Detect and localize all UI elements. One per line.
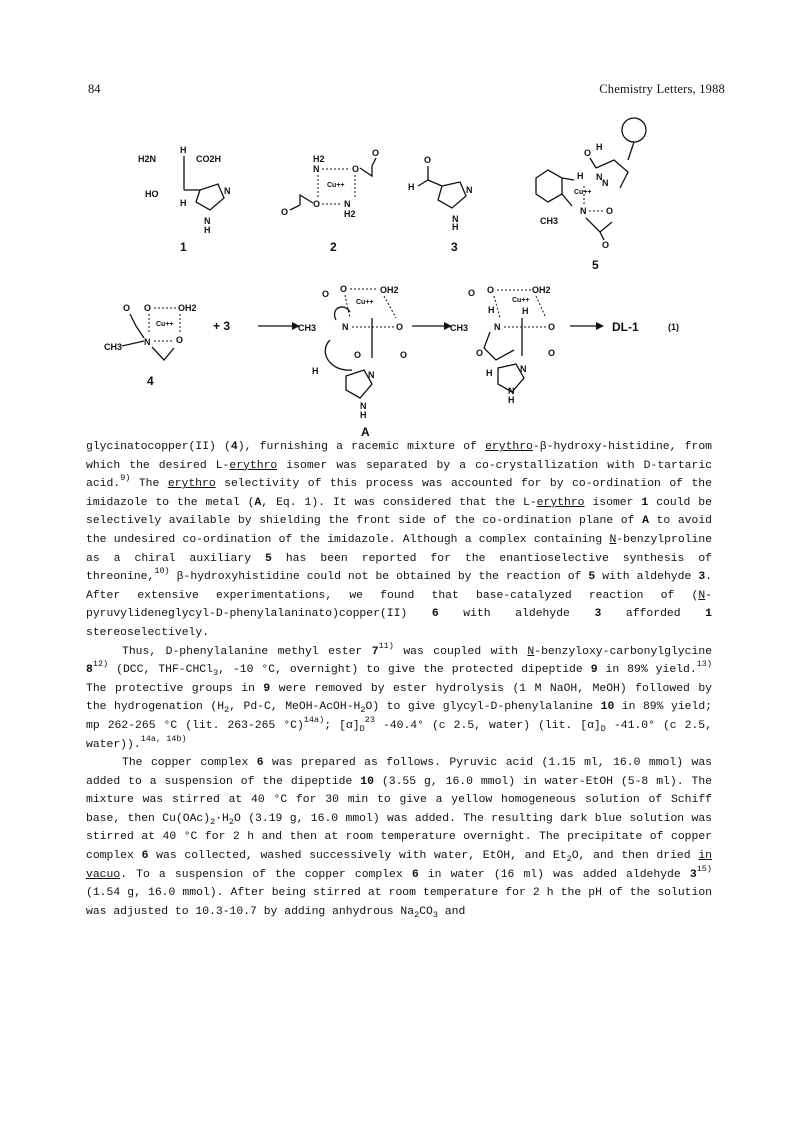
intermediate-a-structure [298, 284, 407, 439]
atom-h: H [312, 366, 319, 376]
atom-n: N [144, 337, 151, 347]
atom-o: O [313, 199, 321, 209]
paragraph: glycinatocopper(II) (4), furnishing a racemic mixture of erythro-β-hydroxy-histidine, from which the desired L-erythro isomer was separated by a co-crystallization with D-tartaric acid.$^{9)}$ The erythro selectivity of this process was accounted for by co-ordination of the imidazole to the metal (A, Eq. 1). It was considered that the L-erythro isomer 1 could be selectively available by shielding the front side of the co-ordination plane of A to avoid the undesired co-ordination of the imidazole. Although a complex containing N-benzylproline as a chiral auxiliary 5 has been reported for the enantioselective synthesis of threonine,$^{10)}$ β-hydroxyhistidine could not be obtained by the reaction of 5 with aldehyde 3. After extensive experimentations, we found that base-catalyzed reaction of (N-pyruvylideneglycyl-D-phenylalaninato)copper(II) 6 with aldehyde 3 afforded 1 stereoselectively. [86, 441, 713, 639]
atom-co2h: CO2H [196, 154, 222, 164]
atom-n: N [342, 322, 349, 332]
compound-label-3: 3 [451, 240, 458, 254]
copper-ion: Cu++ [327, 182, 345, 189]
atom-oh2: OH2 [178, 303, 197, 313]
atom-n: N [368, 370, 375, 380]
atom-n: N [508, 386, 515, 396]
atom-o: O [548, 348, 556, 358]
atom-n: N [344, 199, 351, 209]
compound-2-structure [281, 148, 379, 254]
atom-o: O [548, 322, 556, 332]
atom-ch3: CH3 [540, 216, 559, 226]
atom-oh2: OH2 [380, 285, 399, 295]
atom-o: O [322, 289, 330, 299]
atom-ch3: CH3 [104, 342, 123, 352]
atom-oh2: OH2 [532, 285, 551, 295]
atom-n: N [580, 206, 587, 216]
copper-ion: Cu++ [156, 321, 174, 328]
atom-h: H [408, 182, 415, 192]
atom-h2n: H2N [138, 154, 157, 164]
atom-o: O [468, 288, 476, 298]
body-text [86, 438, 712, 921]
intermediate-structure [450, 285, 555, 405]
atom-o: O [281, 207, 289, 217]
compound-5-structure [536, 118, 646, 272]
intermediate-label-a: A [361, 425, 370, 439]
copper-ion: Cu++ [356, 299, 374, 306]
atom-o: O [340, 284, 348, 294]
atom-n: N [360, 401, 367, 411]
paragraph: Thus, D-phenylalanine methyl ester 7$^{11)}$ was coupled with N-benzyloxy-carbonylglycine 8$^{12)}$ (DCC, THF-CHCl$_3$, -10 °C, overnight) to give the protected dipeptide 9 in 89% yield.$^{13)}$ The protective groups in 9 were removed by ester hydrolysis (1 M NaOH, MeOH) followed by the hydrogenation ($H_2$, Pd-C, MeOH-$AcOH-H_2O$) to give glycyl-D-phenylalanine 10 in 89% yield; mp 262-265 °C (lit. 263-265 °C)$^{14a)}$; $[\alpha]_D^{23}$ -40.4° (c 2.5, water) (lit. $[\alpha]_D$ -41.0° (c 2.5, water)).$^{14a, 14b)}$ [86, 640, 712, 751]
atom-o: O [424, 155, 432, 165]
atom-o: O [400, 350, 408, 360]
atom-n: N [602, 178, 609, 188]
atom-o: O [176, 335, 184, 345]
equation-number: (1) [668, 322, 679, 332]
atom-h: H [360, 410, 367, 420]
reaction-arrow [258, 322, 300, 330]
atom-o: O [123, 303, 131, 313]
page-number: 84 [88, 82, 101, 96]
atom-o: O [354, 350, 362, 360]
atom-o: O [352, 164, 360, 174]
atom-h: H [180, 145, 187, 155]
compound-label-2: 2 [330, 240, 337, 254]
atom-h2: H2 [313, 154, 325, 164]
atom-n: N [520, 364, 527, 374]
atom-o: O [396, 322, 404, 332]
reaction-scheme-figure [0, 0, 793, 440]
compound-1-structure [138, 145, 231, 254]
atom-h: H [180, 198, 187, 208]
atom-o: O [584, 148, 592, 158]
atom-n: N [313, 164, 320, 174]
atom-h: H [452, 222, 459, 232]
atom-o: O [476, 348, 484, 358]
compound-3-structure [408, 155, 473, 254]
atom-h: H [486, 368, 493, 378]
compound-label-1: 1 [180, 240, 187, 254]
atom-o: O [372, 148, 380, 158]
atom-o: O [602, 240, 610, 250]
product-dl-1: DL-1 [612, 320, 639, 334]
atom-n: N [452, 214, 459, 224]
atom-n: N [204, 216, 211, 226]
atom-h: H [596, 142, 603, 152]
atom-o: O [606, 206, 614, 216]
atom-o: O [487, 285, 495, 295]
atom-h: H [522, 306, 529, 316]
reaction-arrow [570, 322, 604, 330]
atom-ch3: CH3 [450, 323, 469, 333]
plus-three: + 3 [213, 319, 231, 333]
paragraph: The copper complex 6 was prepared as follows. Pyruvic acid (1.15 ml, 16.0 mmol) was added to a suspension of the dipeptide 10 (3.55 g, 16.0 mmol) in water-EtOH (5-8 ml). The mixture was stirred at 40 °C for 30 min to give a yellow homogeneous solution of Schiff base, then $Cu(OAc)_2\cdot H_2O$ (3.19 g, 16.0 mmol) was added. The resulting dark blue solution was stirred at 40 °C for 2 h and then at room temperature overnight. The precipitate of copper complex 6 was collected, washed successively with water, EtOH, and $Et_2O$, and then dried in vacuo. To a suspension of the copper complex 6 in water (16 ml) was added aldehyde 3$^{15)}$ (1.54 g, 16.0 mmol). After being stirred at room temperature for 2 h the pH of the solution was adjusted to 10.3-10.7 by adding anhydrous $Na_2CO_3$ and [86, 757, 713, 920]
compound-4-structure [104, 303, 197, 388]
copper-ion: Cu++ [574, 189, 592, 196]
reaction-arrow [412, 322, 452, 330]
copper-ion: Cu++ [512, 297, 530, 304]
atom-h: H [488, 305, 495, 315]
atom-n: N [466, 185, 473, 195]
compound-label-4: 4 [147, 374, 154, 388]
atom-n: N [224, 186, 231, 196]
atom-ho: HO [145, 189, 159, 199]
atom-h: H [508, 395, 515, 405]
atom-h: H [577, 171, 584, 181]
atom-h: H [204, 225, 211, 235]
compound-label-5: 5 [592, 258, 599, 272]
journal-header: Chemistry Letters, 1988 [599, 82, 725, 96]
atom-o: O [144, 303, 152, 313]
atom-n: N [494, 322, 501, 332]
atom-n: N [596, 172, 603, 182]
atom-h2: H2 [344, 209, 356, 219]
atom-ch3: CH3 [298, 323, 317, 333]
